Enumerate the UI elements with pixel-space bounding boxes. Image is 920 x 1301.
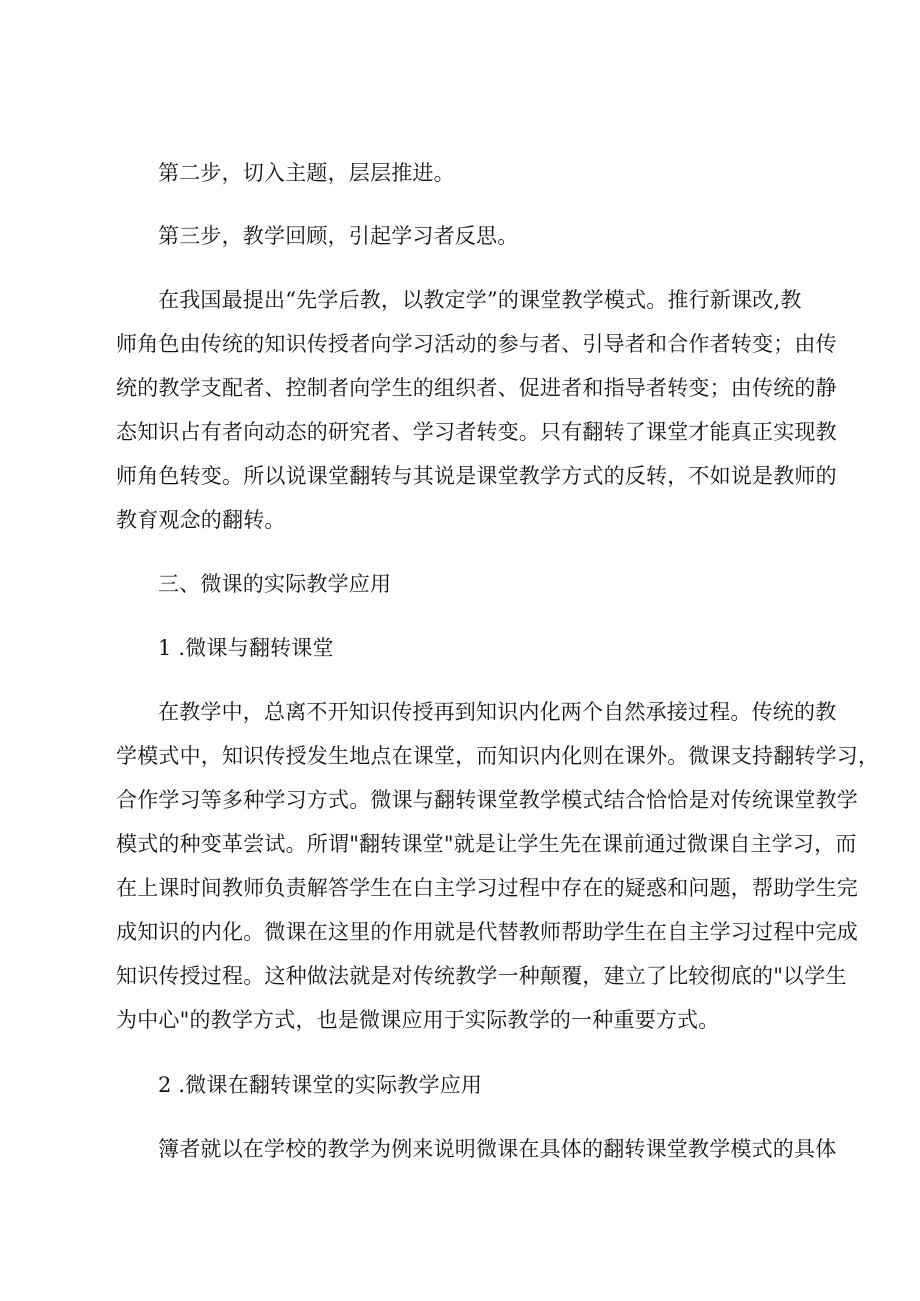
paragraph-2-line-4: 模式的种变革尝试。所谓"翻转课堂"就是让学生先在课前通过微课自主学习，而 bbox=[116, 832, 857, 856]
paragraph-2-line-5: 在上课时间教师负责解答学生在白主学习过程中存在的疑惑和问题，帮助学生完 bbox=[116, 876, 858, 900]
paragraph-2-line-3: 合作学习等多种学习方式。微课与翻转课堂教学模式结合恰恰是对传统课堂教学 bbox=[116, 788, 858, 812]
paragraph-1-line-1: 在我国最提出“先学后教，以教定学”的课堂教学模式。推行新课改,教 bbox=[158, 288, 802, 312]
paragraph-2-line-1: 在教学中，总离不开知识传授再到知识内化两个自然承接过程。传统的教 bbox=[158, 700, 837, 724]
section-3-heading: 三、微课的实际教学应用 bbox=[158, 572, 392, 596]
paragraph-2-line-7: 知识传授过程。这种做法就是对传统教学一种颠覆，建立了比较彻底的"以学生 bbox=[116, 964, 847, 988]
paragraph-1-line-5: 师角色转变。所以说课堂翻转与其说是课堂教学方式的反转，不如说是教师的 bbox=[116, 464, 837, 488]
paragraph-1-line-4: 态知识占有者向动态的研究者、学习者转变。只有翻转了课堂才能真正实现教 bbox=[116, 420, 837, 444]
step-2-line: 第二步，切入主题，层层推进。 bbox=[158, 161, 455, 185]
paragraph-1-line-6: 教育观念的翻转。 bbox=[116, 508, 286, 532]
subsection-2-heading: 2 .微课在翻转课堂的实际教学应用 bbox=[158, 1073, 483, 1097]
paragraph-2-line-6: 成知识的内化。微课在这里的作用就是代替教师帮助学生在自主学习过程中完成 bbox=[116, 920, 858, 944]
paragraph-1-line-3: 统的教学支配者、控制者向学生的组织者、促进者和指导者转变；由传统的静 bbox=[116, 376, 837, 400]
paragraph-1-line-2: 师角色由传统的知识传授者向学习活动的参与者、引导者和合作者转变；由传 bbox=[116, 332, 837, 356]
paragraph-2-line-2: 学模式中，知识传授发生地点在课堂，而知识内化则在课外。微课支持翻转学习， bbox=[116, 744, 880, 768]
step-3-line: 第三步，教学回顾，引起学习者反思。 bbox=[158, 224, 519, 248]
subsection-1-heading: 1 .微课与翻转课堂 bbox=[158, 636, 334, 660]
paragraph-3-line-1: 簿者就以在学校的教学为例来说明微课在具体的翻转课堂教学模式的具体 bbox=[158, 1137, 837, 1161]
paragraph-2-line-8: 为中心"的教学方式，也是微课应用于实际教学的一种重要方式。 bbox=[116, 1008, 720, 1032]
